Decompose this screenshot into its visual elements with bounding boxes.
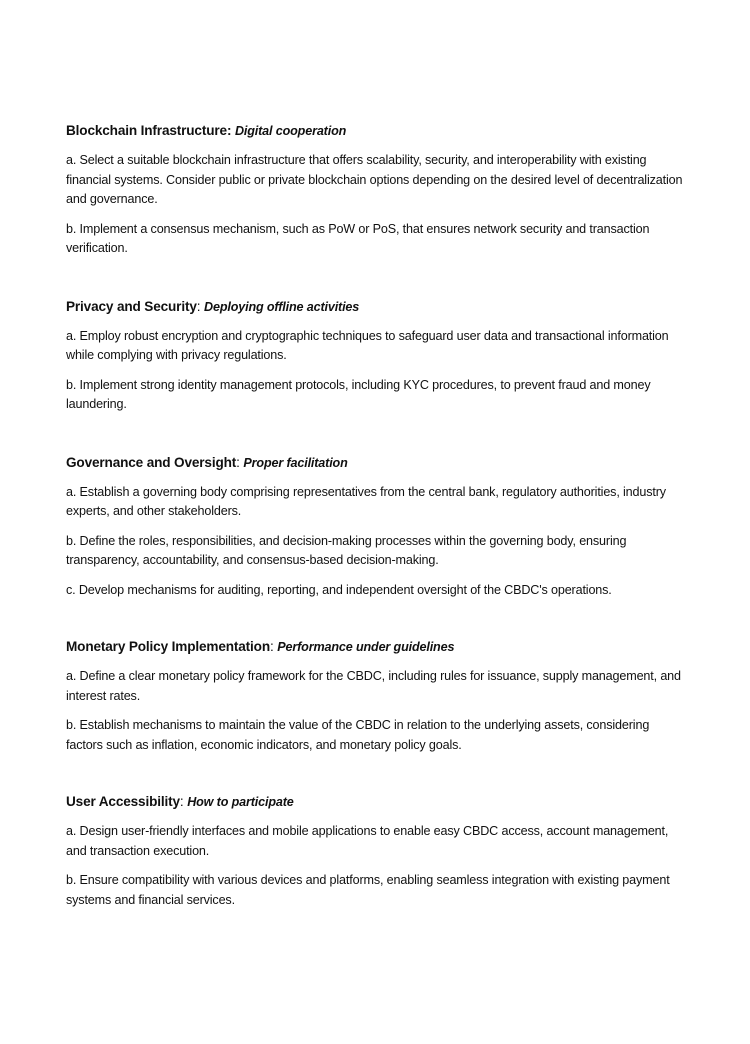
section-heading <box>66 638 686 656</box>
section-item: a. Employ robust encryption and cryptographic techniques to safeguard user data and transactional information while complying with privacy regulations. <box>66 328 669 362</box>
section-title: Governance and Oversight <box>66 454 237 470</box>
section-title: Privacy and Security <box>66 298 197 314</box>
section-item: b. Implement a consensus mechanism, such as PoW or PoS, that ensures network security and transaction verification. <box>66 221 650 255</box>
section-blockchain-infrastructure <box>66 122 686 259</box>
section-monetary-policy-implementation <box>66 638 686 755</box>
section-item: a. Define a clear monetary policy framework for the CBDC, including rules for issuance, supply management, and interest rates. <box>66 669 681 703</box>
section-subtitle: Digital cooperation <box>234 124 347 138</box>
section-title: User Accessibility <box>66 794 180 809</box>
section-item: a. Establish a governing body comprising representatives from the central bank, regulatory authorities, industry experts, and other stakeholders. <box>66 484 666 518</box>
section-user-accessibility <box>66 793 686 910</box>
section-heading <box>66 793 686 811</box>
section-item: b. Define the roles, responsibilities, and decision-making processes within the governing body, ensuring transparency, accountability, and consensus-based decision-making. <box>66 533 627 567</box>
section-item: a. Design user-friendly interfaces and mobile applications to enable easy CBDC access, account management, and transaction execution. <box>66 824 669 858</box>
section-title: Blockchain Infrastructure <box>66 123 227 138</box>
document-page <box>66 122 686 949</box>
section-subtitle: Deploying offline activities <box>204 299 360 314</box>
section-item: a. Select a suitable blockchain infrastructure that offers scalability, security, and interoperability with existing financial systems. Consider public or private blockchain options depending on the desired level of decentralization and governance. <box>66 153 683 206</box>
section-item: b. Establish mechanisms to maintain the value of the CBDC in relation to the underlying assets, considering factors such as inflation, economic indicators, and monetary policy goals. <box>66 718 650 752</box>
section-item: b. Ensure compatibility with various devices and platforms, enabling seamless integration with existing payment systems and financial services. <box>66 873 670 907</box>
section-subtitle: Proper facilitation <box>243 455 348 470</box>
section-subtitle: How to participate <box>187 795 294 809</box>
section-governance-and-oversight <box>66 454 686 601</box>
section-title-separator: : <box>226 123 235 138</box>
section-title-separator: : <box>236 454 244 470</box>
section-title-separator: : <box>179 794 188 809</box>
section-title-separator: : <box>269 639 278 654</box>
section-subtitle: Performance under guidelines <box>277 640 455 654</box>
section-privacy-and-security <box>66 298 686 415</box>
section-item: c. Develop mechanisms for auditing, reporting, and independent oversight of the CBDC's operations. <box>66 582 612 597</box>
section-heading <box>66 122 686 140</box>
section-item: b. Implement strong identity management protocols, including KYC procedures, to prevent fraud and money laundering. <box>66 377 651 411</box>
section-heading <box>66 298 686 316</box>
section-heading <box>66 454 686 472</box>
section-title: Monetary Policy Implementation <box>66 639 270 654</box>
section-title-separator: : <box>196 298 205 314</box>
